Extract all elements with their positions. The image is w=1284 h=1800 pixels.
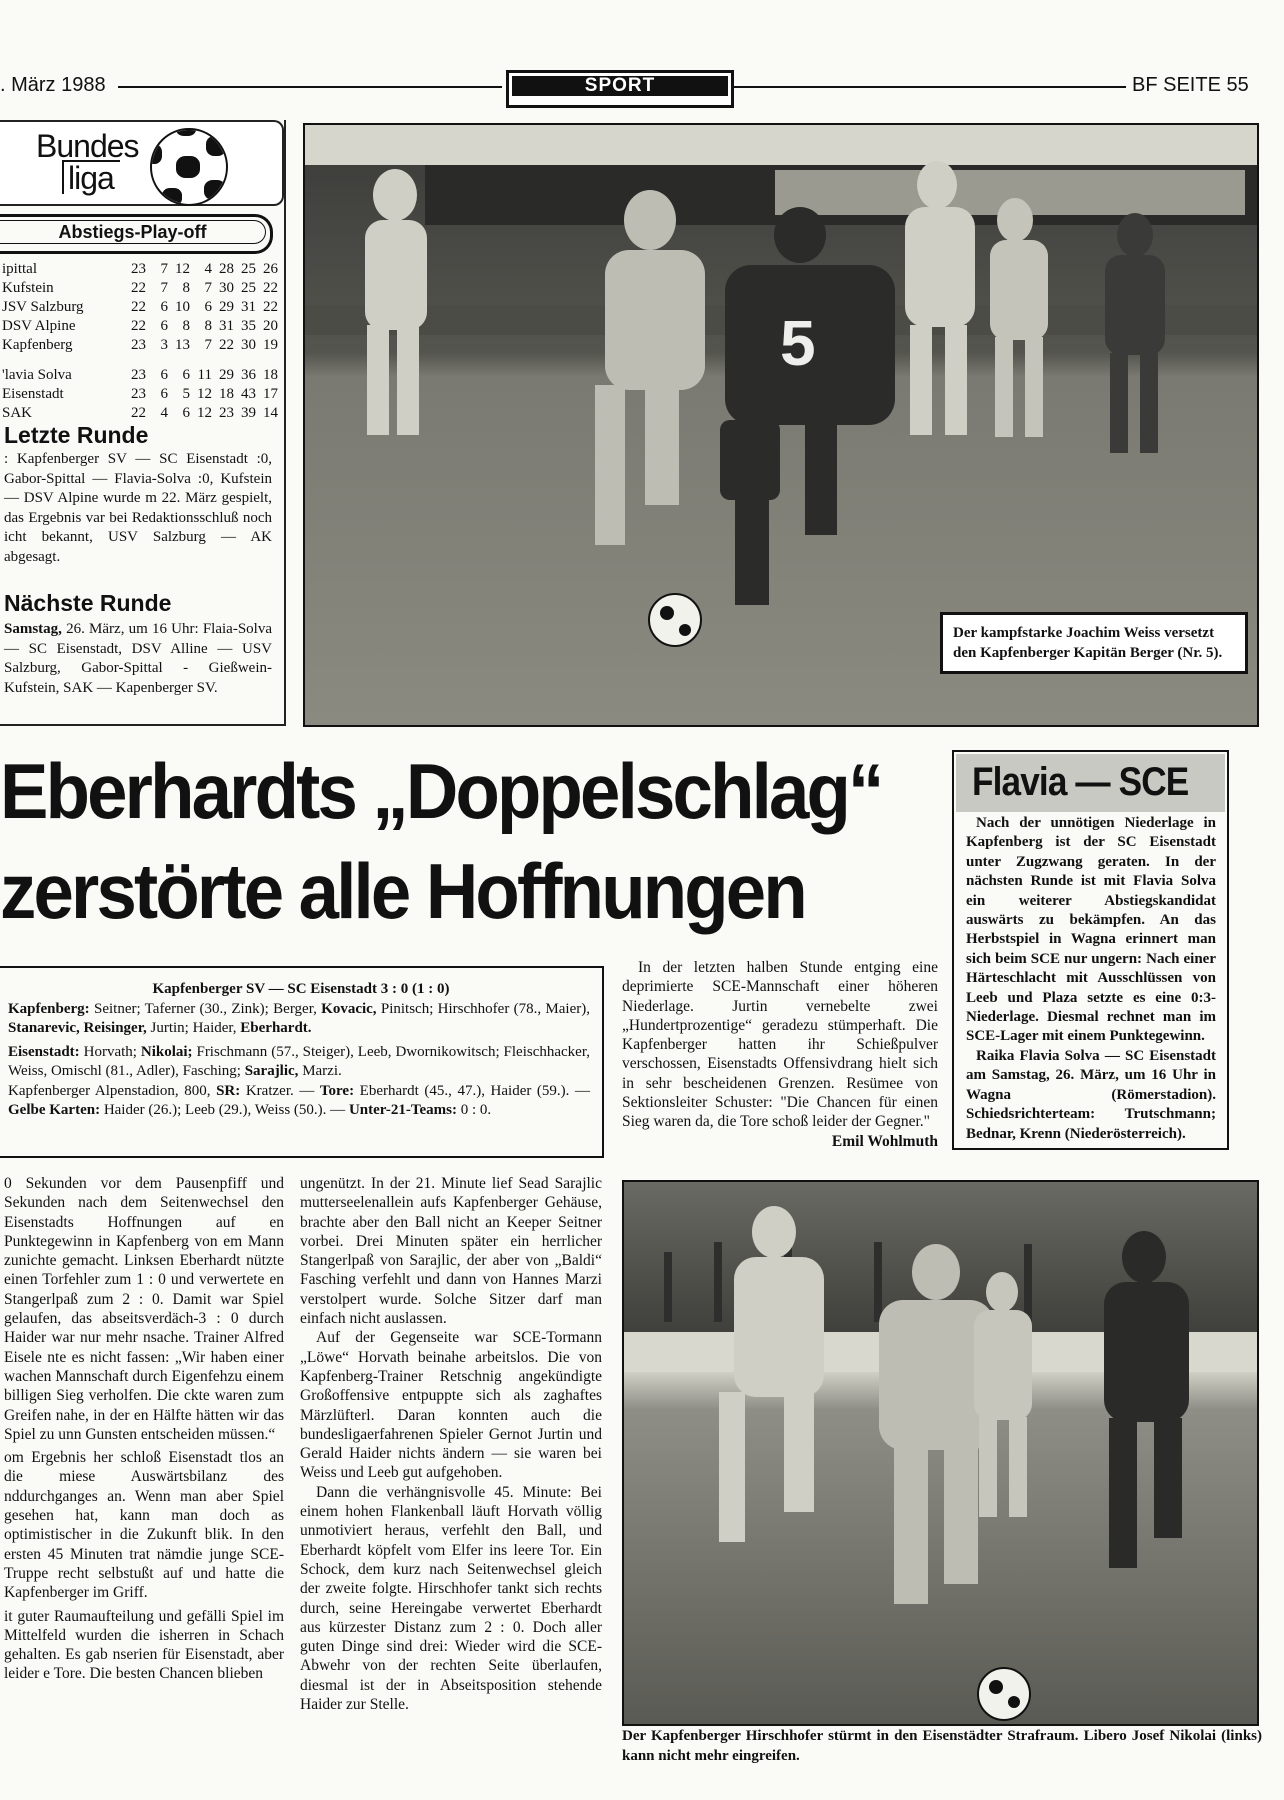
team-name: 'lavia Solva <box>2 367 72 383</box>
standings-value: 39 <box>241 405 256 421</box>
standings-value: 17 <box>263 386 278 402</box>
team-name: Eisenstadt <box>2 386 64 402</box>
lineup-eisenstadt: Eisenstadt: Horvath; Nikolai; Frischmann (57., Steiger), Leeb, Dwornikowitsch; Fleischhacker, Weiss, Omischl (81., Adler), Fasching; Sarajlic, Marzi. <box>8 1043 590 1079</box>
standings-row <box>2 385 278 404</box>
next-round-heading: Nächste Runde <box>4 590 172 616</box>
standings-value: 43 <box>241 386 256 402</box>
standings-value: 25 <box>241 280 256 296</box>
standings-value: 5 <box>182 386 190 402</box>
standings-value: 22 <box>263 299 278 315</box>
standings-value: 26 <box>263 261 278 277</box>
match-photo-bottom <box>624 1182 1257 1724</box>
standings-value: 23 <box>131 386 146 402</box>
standings-value: 13 <box>175 337 190 353</box>
standings-row <box>2 298 278 317</box>
standings-value: 18 <box>219 386 234 402</box>
last-round-heading: Letzte Runde <box>4 422 149 448</box>
standings-value: 30 <box>219 280 234 296</box>
body-paragraph: Dann die verhängnisvolle 45. Minute: Bei einem hohen Flankenball läuft Horvath völlig unmotiviert heraus, verfehlt den Ball, und Eberhardt köpfelt vom Elfer ins leere Tor. Ein Schock, dem kurz nach Seitenwechsel gleich der zweite folgte. Hirschhofer tankt sich rechts durch, seine Hereingabe verwertet Eberhardt aus kürzester Distanz zum 2 : 0. Doch aller guten Dinge sind drei: Wieder wird die SCE-Abwehr von der rechten Seite überlaufen, diesmal ist der in Abseitsposition stehende Haider zur Stelle. <box>300 1483 602 1714</box>
standings-value: 4 <box>204 261 212 277</box>
body-column-2 <box>300 1174 602 1714</box>
standings-value: 22 <box>131 405 146 421</box>
next-round-text: Samstag, 26. März, um 16 Uhr: Flaia-Solva — SC Eisenstadt, DSV Alline — USV Salzburg, Gabor-Spittal - Gießwein-Kufstein, SAK — Kapenberger SV. <box>4 621 272 696</box>
standings-value: 12 <box>175 261 190 277</box>
standings-value: 6 <box>204 299 212 315</box>
standings-value: 31 <box>219 318 234 334</box>
standings-value: 29 <box>219 367 234 383</box>
standings-value: 22 <box>131 318 146 334</box>
bottom-photo-caption: Der Kapfenberger Hirschhofer stürmt in den Eisenstädter Strafraum. Libero Josef Nikolai (links) kann nicht mehr eingreifen. <box>622 1728 1262 1764</box>
standings-row <box>2 366 278 385</box>
flavia-box-title: Flavia — SCE <box>956 754 1225 812</box>
team-name: ipittal <box>2 261 37 277</box>
header-rule-right <box>732 86 1126 88</box>
standings-row <box>2 279 278 298</box>
standings-value: 6 <box>182 405 190 421</box>
standings-value: 11 <box>197 367 212 383</box>
standings-value: 20 <box>263 318 278 334</box>
standings-value: 6 <box>160 318 168 334</box>
header-page-number: BF SEITE 55 <box>1132 74 1249 96</box>
flavia-box-text: Nach der unnötigen Niederlage in Kapfenberg ist der SC Eisenstadt unter Zugzwang geraten. In der nächsten Runde ist mit Flavia Solva ein weiterer Abstiegskandidat auswärts zu bekämpfen. An das Herbstspiel in Wagna erinnert man sich beim SCE nur ungern: Nach einer Härteschlacht mit Ausschlüssen von Leeb und Plaza setzte es eine 0:3-Niederlage. Diesmal rechnet man im SCE-Lager mit einem Punktegewinn. Raika Flavia Solva — SC Eisenstadt am Samstag, 26. März, um 16 Uhr in Wagna (Römerstadion). Schiedsrichterteam: Trutschmann; Bednar, Krenn (Niederösterreich). <box>966 815 1216 1142</box>
standings-value: 19 <box>263 337 278 353</box>
standings-value: 6 <box>160 367 168 383</box>
standings-value: 22 <box>263 280 278 296</box>
standings-value: 22 <box>131 299 146 315</box>
standings-value: 36 <box>241 367 256 383</box>
standings-value: 23 <box>131 367 146 383</box>
standings-value: 29 <box>219 299 234 315</box>
standings-value: 10 <box>175 299 190 315</box>
standings-row <box>2 317 278 336</box>
standings-row <box>2 260 278 279</box>
standings-value: 8 <box>182 280 190 296</box>
header-date: . März 1988 <box>0 74 106 96</box>
football-icon <box>150 128 228 206</box>
match-info: Kapfenberger Alpenstadion, 800, SR: Kratzer. — Tore: Eberhardt (45., 47.), Haider (59.). — Gelbe Karten: Haider (26.); Leeb (29.), Weiss (50.). — Unter-21-Teams: 0 : 0. <box>8 1082 590 1118</box>
standings-value: 31 <box>241 299 256 315</box>
standings-value: 12 <box>197 386 212 402</box>
body-column-1 <box>4 1174 284 1684</box>
standings-value: 23 <box>131 261 146 277</box>
headline-line-2: zerstörte alle Hoffnungen <box>0 847 805 935</box>
body-paragraph: ungenützt. In der 21. Minute lief Sead Sarajlic mutterseelenallein aufs Kapfenberger Gehäuse, brachte aber den Ball nicht an Keeper Seitner vorbei. Drei Minuten später ein herrlicher Stangerlpaß von Sarajlic, der aber von „Baldi“ Fasching verfehlt und dann von Hannes Marzi verstolpert wurde. Solche Sitzer darf man einfach nicht auslassen. <box>300 1175 602 1328</box>
standings-value: 25 <box>241 261 256 277</box>
match-result-title: Kapfenberger SV — SC Eisenstadt 3 : 0 (1 : 0) <box>152 981 450 997</box>
standings-panel <box>0 120 286 726</box>
team-name: DSV Alpine <box>2 318 76 334</box>
section-label: SPORT <box>506 70 734 108</box>
standings-value: 18 <box>263 367 278 383</box>
standings-value: 23 <box>131 337 146 353</box>
standings-value: 6 <box>160 299 168 315</box>
standings-title: Abstiegs-Play-off <box>0 214 273 254</box>
body-paragraph: 0 Sekunden vor dem Pausenpfiff und Sekunden nach dem Seitenwechsel den Eisenstadts Hoffnungen auf en Punktegewinn in Kapfenberg von em Mann zunichte gemacht. Linksen Eberhardt nützte einen Torfehler zum 1 : 0 und verwertete en Stangerlpaß zum 2 : 0. Damit war Spiel gelaufen, das abseitsverdäch-3 : 0 durch Haider war nur mehr nsache. Trainer Alfred Eisele nte es nicht fassen: „Wir haben einer wachen Mannschaft durch Eigenfehzu einem billigen Sieg verholfen. Die ckte waren zum Greifen nahe, in der en Hälfte hätten wir das Spiel zu unn Gunsten entscheiden müssen.“ <box>4 1175 284 1443</box>
standings-value: 4 <box>160 405 168 421</box>
mid-column <box>622 958 938 1151</box>
standings-value: 35 <box>241 318 256 334</box>
standings-table-2 <box>2 366 278 423</box>
body-paragraph: it guter Raumaufteilung und gefälli Spiel im Mittelfeld wurden die isherren in Schach gehalten. Es gab nserien für Eisenstadt, aber leider e Tore. Die besten Chancen blieben <box>4 1607 284 1683</box>
standings-value: 3 <box>160 337 168 353</box>
standings-value: 7 <box>204 280 212 296</box>
standings-value: 6 <box>182 367 190 383</box>
headline-line-1: Eberhardts „Doppelschlag“ <box>0 747 882 835</box>
bottom-photo <box>622 1180 1259 1726</box>
standings-row <box>2 336 278 355</box>
author-signature: Emil Wohlmuth <box>831 1132 938 1150</box>
team-name: JSV Salzburg <box>2 299 84 315</box>
flavia-preview-box <box>952 750 1229 1150</box>
standings-value: 12 <box>197 405 212 421</box>
top-photo-caption: Der kampfstarke Joachim Weiss versetzt den Kapfenberger Kapitän Berger (Nr. 5). <box>940 612 1248 674</box>
standings-value: 8 <box>204 318 212 334</box>
bundesliga-logo: Bundes liga <box>0 120 284 206</box>
standings-value: 14 <box>263 405 278 421</box>
team-name: Kapfenberg <box>2 337 73 353</box>
standings-value: 30 <box>241 337 256 353</box>
standings-value: 7 <box>160 280 168 296</box>
svg-text:5: 5 <box>780 307 816 379</box>
standings-value: 23 <box>219 405 234 421</box>
standings-value: 6 <box>160 386 168 402</box>
lineup-kapfenberg: Kapfenberg: Seitner; Taferner (30., Zink); Berger, Kovacic, Pinitsch; Hirschhofer (78., Maier), Stanarevic, Reisinger, Jurtin; Haider, Eberhardt. <box>8 1000 590 1036</box>
team-name: SAK <box>2 405 33 421</box>
standings-value: 22 <box>219 337 234 353</box>
body-paragraph: Auf der Gegenseite war SCE-Tormann „Löwe“ Horvath beinahe arbeitslos. Die von Kapfenberg-Trainer Retschnig angekündigte Großoffensive entpuppte sich als zaghaftes Märzlüfterl. Daran konnten auch die bundesligaerfahrenen Spieler Gernot Jurtin und Gerald Haider nichts ändern — sie waren bei Weiss und Leeb gut aufgehoben. <box>300 1329 602 1482</box>
standings-value: 7 <box>160 261 168 277</box>
mid-column-text: In der letzten halben Stunde entging eine deprimierte SCE-Mannschaft einer höheren Niederlage. Jurtin vernebelte zwei „Hundertprozentige“ geradezu stümperhaft. Die Kapfenberger hatten ihr Schießpulver verschossen, Eisenstadts Offensivdrang hielt sich in sehr bescheidenen Grenzen. Resümee von Sektionsleiter Schuster: "Die Chancen für einen Sieg waren da, die Tore schoß leider der Gegner." <box>622 959 938 1131</box>
standings-value: 22 <box>131 280 146 296</box>
standings-row <box>2 404 278 423</box>
standings-table-1 <box>2 260 278 355</box>
last-round-text: : Kapfenberger SV — SC Eisenstadt :0, Gabor-Spittal — Flavia-Solva :0, Kufstein — DSV Alpine wurde m 22. März gespielt, das Ergebnis var bei Redaktionsschluß noch icht bekannt, USV Salzburg — AK abgesagt. <box>4 451 272 565</box>
standings-value: 8 <box>182 318 190 334</box>
team-name: Kufstein <box>2 280 54 296</box>
match-result-box <box>0 966 604 1158</box>
body-paragraph: om Ergebnis her schloß Eisenstadt tlos an die miese Auswärtsbilanz des nddurchganges an. Wenn man aber Spiel gesehen hat, kann man doch as optimistischer in die Zukunft blik. In den ersten 45 Minuten trat nämdie junge SCE-Truppe recht selbstußt auf und hatte die Kapfenberger im Griff. <box>4 1449 284 1602</box>
standings-value: 28 <box>219 261 234 277</box>
standings-value: 7 <box>204 337 212 353</box>
header-rule-left <box>118 86 502 88</box>
